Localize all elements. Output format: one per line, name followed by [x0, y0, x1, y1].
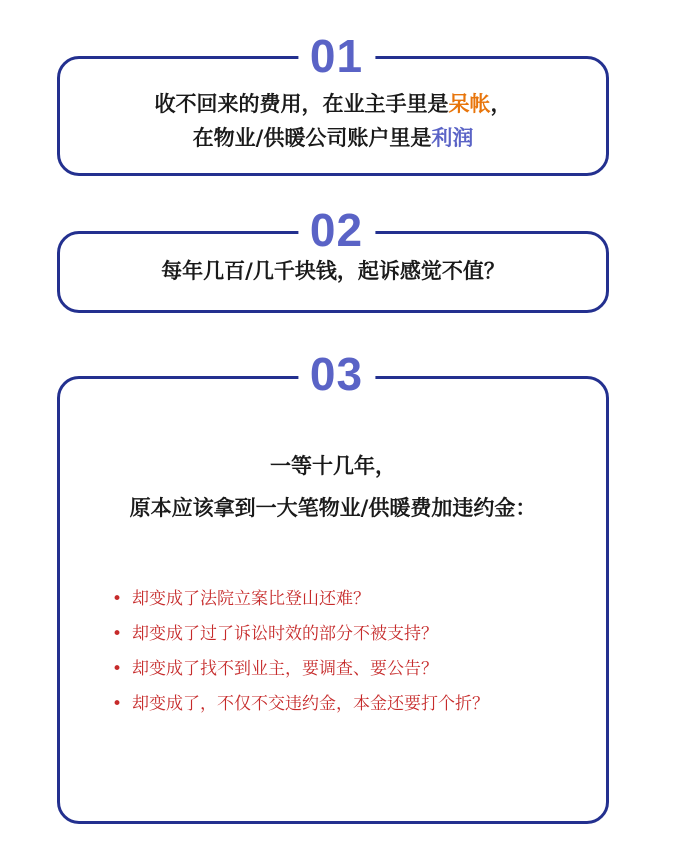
section-03-line-1: 一等十几年，	[270, 454, 396, 478]
section-03-text	[60, 445, 606, 529]
bullet-dot: •	[112, 589, 123, 609]
section-01-line-1-punct: ，	[490, 92, 512, 116]
highlight-bad-debt: 呆帐	[448, 92, 491, 116]
section-02-line: 每年几百/几千块钱，起诉感觉不值？	[161, 259, 505, 283]
section-02-number: 02	[298, 207, 375, 253]
list-item-text: 却变成了过了诉讼时效的部分不被支持？	[132, 624, 438, 644]
section-03-line-2: 原本应该拿到一大笔物业/供暖费加违约金：	[129, 496, 537, 520]
list-item-text: 却变成了法院立案比登山还难？	[132, 589, 370, 609]
section-03-list	[112, 582, 489, 722]
bullet-dot: •	[112, 659, 123, 679]
list-item-text: 却变成了找不到业主，要调查、要公告？	[132, 659, 438, 679]
section-01-text	[60, 87, 606, 155]
section-02-text	[60, 254, 606, 288]
highlight-profit: 利润	[431, 126, 474, 150]
bullet-dot: •	[112, 694, 123, 714]
list-item	[112, 617, 489, 652]
list-item	[112, 652, 489, 687]
section-01-number: 01	[298, 33, 375, 79]
list-item	[112, 687, 489, 722]
section-03-number: 03	[298, 351, 375, 397]
section-01-line-2	[60, 121, 606, 155]
section-03-card	[57, 376, 609, 824]
section-01-line-1-text: 收不回来的费用，在业主手里是	[154, 92, 449, 116]
section-01-line-2-text: 在物业/供暖公司账户里是	[192, 126, 432, 150]
list-item-text: 却变成了，不仅不交违约金，本金还要打个折？	[132, 694, 489, 714]
bullet-dot: •	[112, 624, 123, 644]
section-01-line-1	[60, 87, 606, 121]
list-item	[112, 582, 489, 617]
